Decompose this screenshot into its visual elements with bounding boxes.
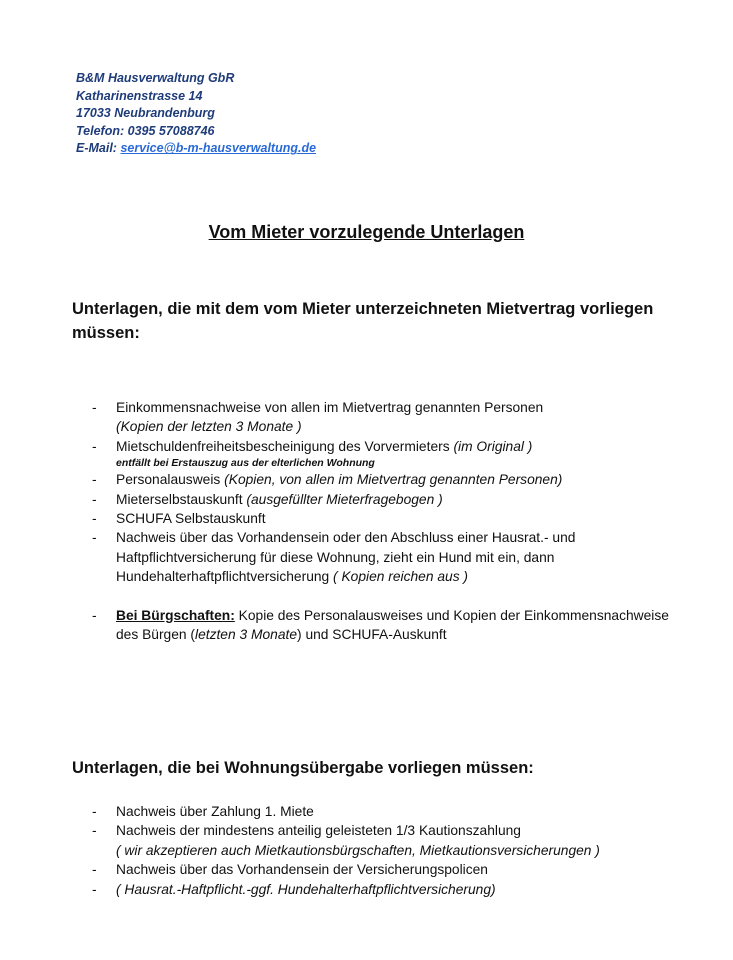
list-item: - Einkommensnachweise von allen im Mietvertrag genannten Personen (Kopien der letzten 3 Monate ) — [92, 400, 544, 435]
email-label: E-Mail: — [76, 141, 117, 156]
company-street: Katharinenstrasse 14 — [76, 88, 203, 103]
guarantee-item: - Bei Bürgschaften: Kopie des Personalausweises und Kopien der Einkommensnachweise des Bürgen (letzten 3 Monate) und SCHUFA-Auskunft — [92, 607, 669, 643]
list-item: - Personalausweis (Kopien, von allen im Mietvertrag genannten Personen) — [92, 472, 563, 488]
section1-list — [92, 398, 672, 644]
email-link[interactable]: service@b-m-hausverwaltung.de — [120, 141, 317, 156]
list-item: - Mietschuldenfreiheitsbescheinigung des Vorvermieters (im Original ) entfällt bei Erstauszug aus der elterlichen Wohnung — [92, 438, 533, 470]
section2-list — [92, 802, 672, 899]
document-title: Vom Mieter vorzulegende Unterlagen — [208, 222, 525, 242]
list-item: - SCHUFA Selbstauskunft — [92, 511, 266, 527]
letterhead — [76, 70, 316, 158]
company-city: 17033 Neubrandenburg — [76, 106, 215, 121]
spacer — [92, 587, 672, 606]
list-item: - ( Hausrat.-Haftpflicht.-ggf. Hundehalterhaftpflichtversicherung) — [92, 881, 496, 897]
list-item: - Nachweis über das Vorhandensein der Versicherungspolicen — [92, 862, 488, 878]
list-item: - Nachweis der mindestens anteilig geleisteten 1/3 Kautionszahlung ( wir akzeptieren auch Mietkautionsbürgschaften, Mietkautionsversicherungen ) — [92, 823, 600, 858]
section1-heading: Unterlagen, die mit dem vom Mieter unterzeichneten Mietvertrag vorliegen müssen: — [72, 300, 654, 342]
list-item: - Mieterselbstauskunft (ausgefüllter Mieterfragebogen ) — [92, 491, 443, 507]
list-item: - Nachweis über das Vorhandensein oder den Abschluss einer Hausrat.- und Haftpflichtversicherung für diese Wohnung, zieht ein Hund mit ein, dann Hundehalterhaftpflichtversicherung ( Kopien reichen aus ) — [92, 530, 576, 585]
company-email-line — [76, 140, 316, 158]
company-name: B&M Hausverwaltung GbR — [76, 71, 235, 85]
guarantee-label: Bei Bürgschaften: — [116, 607, 235, 623]
company-phone: Telefon: 0395 57088746 — [76, 123, 215, 138]
section2-heading: Unterlagen, die bei Wohnungsübergabe vorliegen müssen: — [72, 759, 534, 777]
list-item: - Nachweis über Zahlung 1. Miete — [92, 804, 314, 819]
